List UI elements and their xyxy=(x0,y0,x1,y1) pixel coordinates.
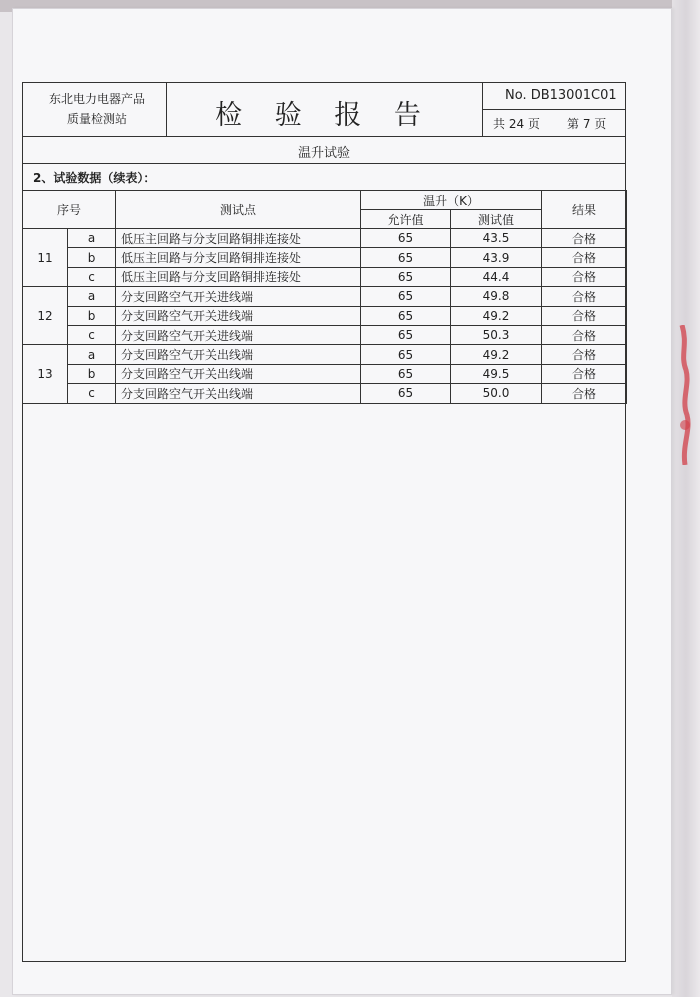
report-title: 检 验 报 告 xyxy=(215,100,433,131)
header-temp-rise: 温升（K） xyxy=(361,191,542,210)
phase-cell: c xyxy=(68,325,116,344)
group-number: 12 xyxy=(23,287,68,345)
result-cell: 合格 xyxy=(542,345,627,364)
measured-value-cell: 49.8 xyxy=(451,287,542,306)
measured-value-cell: 49.2 xyxy=(451,306,542,325)
section-subtitle: 2、试验数据（续表）： xyxy=(33,171,156,185)
header-bottom-line xyxy=(22,136,626,137)
test-point-cell: 低压主回路与分支回路铜排连接处 xyxy=(116,248,361,267)
allowed-value-cell: 65 xyxy=(361,384,451,403)
allowed-value-cell: 65 xyxy=(361,287,451,306)
table-row xyxy=(23,267,627,286)
header-allowed: 允许值 xyxy=(361,210,451,229)
total-pages: 共 24 页 xyxy=(493,117,540,131)
header-measured: 测试值 xyxy=(451,210,542,229)
allowed-value-cell: 65 xyxy=(361,345,451,364)
phase-cell: b xyxy=(68,306,116,325)
result-cell: 合格 xyxy=(542,287,627,306)
allowed-value-cell: 65 xyxy=(361,306,451,325)
header-divider-left xyxy=(166,82,167,136)
test-point-cell: 分支回路空气开关进线端 xyxy=(116,325,361,344)
temp-rise-table xyxy=(22,190,627,404)
table-header-row xyxy=(23,191,627,210)
section-bottom-line xyxy=(22,163,626,164)
result-cell: 合格 xyxy=(542,384,627,403)
allowed-value-cell: 65 xyxy=(361,267,451,286)
header-point: 测试点 xyxy=(116,191,361,229)
test-point-cell: 低压主回路与分支回路铜排连接处 xyxy=(116,229,361,248)
test-point-cell: 分支回路空气开关出线端 xyxy=(116,384,361,403)
table-row xyxy=(23,229,627,248)
phase-cell: a xyxy=(68,345,116,364)
table-row xyxy=(23,364,627,383)
result-cell: 合格 xyxy=(542,229,627,248)
allowed-value-cell: 65 xyxy=(361,248,451,267)
org-name-line1: 东北电力电器产品 xyxy=(48,92,145,106)
phase-cell: b xyxy=(68,248,116,267)
phase-cell: a xyxy=(68,287,116,306)
group-number: 11 xyxy=(23,229,68,287)
table-row xyxy=(23,248,627,267)
test-point-cell: 分支回路空气开关进线端 xyxy=(116,287,361,306)
test-point-cell: 低压主回路与分支回路铜排连接处 xyxy=(116,267,361,286)
phase-cell: c xyxy=(68,384,116,403)
org-name-line2: 质量检测站 xyxy=(66,112,127,126)
test-point-cell: 分支回路空气开关进线端 xyxy=(116,306,361,325)
measured-value-cell: 44.4 xyxy=(451,267,542,286)
measured-value-cell: 43.5 xyxy=(451,229,542,248)
result-cell: 合格 xyxy=(542,306,627,325)
test-point-cell: 分支回路空气开关出线端 xyxy=(116,364,361,383)
table-row xyxy=(23,345,627,364)
measured-value-cell: 49.5 xyxy=(451,364,542,383)
result-cell: 合格 xyxy=(542,267,627,286)
phase-cell: c xyxy=(68,267,116,286)
measured-value-cell: 49.2 xyxy=(451,345,542,364)
result-cell: 合格 xyxy=(542,248,627,267)
report-number: No. DB13001C01 xyxy=(505,88,617,103)
phase-cell: b xyxy=(68,364,116,383)
table-row xyxy=(23,287,627,306)
group-number: 13 xyxy=(23,345,68,403)
allowed-value-cell: 65 xyxy=(361,325,451,344)
table-row xyxy=(23,306,627,325)
page-number: 第 7 页 xyxy=(567,117,607,131)
header-result: 结果 xyxy=(542,191,627,229)
table-row xyxy=(23,325,627,344)
result-cell: 合格 xyxy=(542,325,627,344)
measured-value-cell: 50.3 xyxy=(451,325,542,344)
phase-cell: a xyxy=(68,229,116,248)
section-title: 温升试验 xyxy=(297,146,350,161)
table-row xyxy=(23,384,627,403)
allowed-value-cell: 65 xyxy=(361,364,451,383)
allowed-value-cell: 65 xyxy=(361,229,451,248)
result-cell: 合格 xyxy=(542,364,627,383)
red-seal-edge xyxy=(676,325,692,465)
binding-edge xyxy=(672,0,700,997)
test-point-cell: 分支回路空气开关出线端 xyxy=(116,345,361,364)
header-seq: 序号 xyxy=(23,191,116,229)
measured-value-cell: 50.0 xyxy=(451,384,542,403)
header-divider-mid xyxy=(482,109,626,110)
measured-value-cell: 43.9 xyxy=(451,248,542,267)
